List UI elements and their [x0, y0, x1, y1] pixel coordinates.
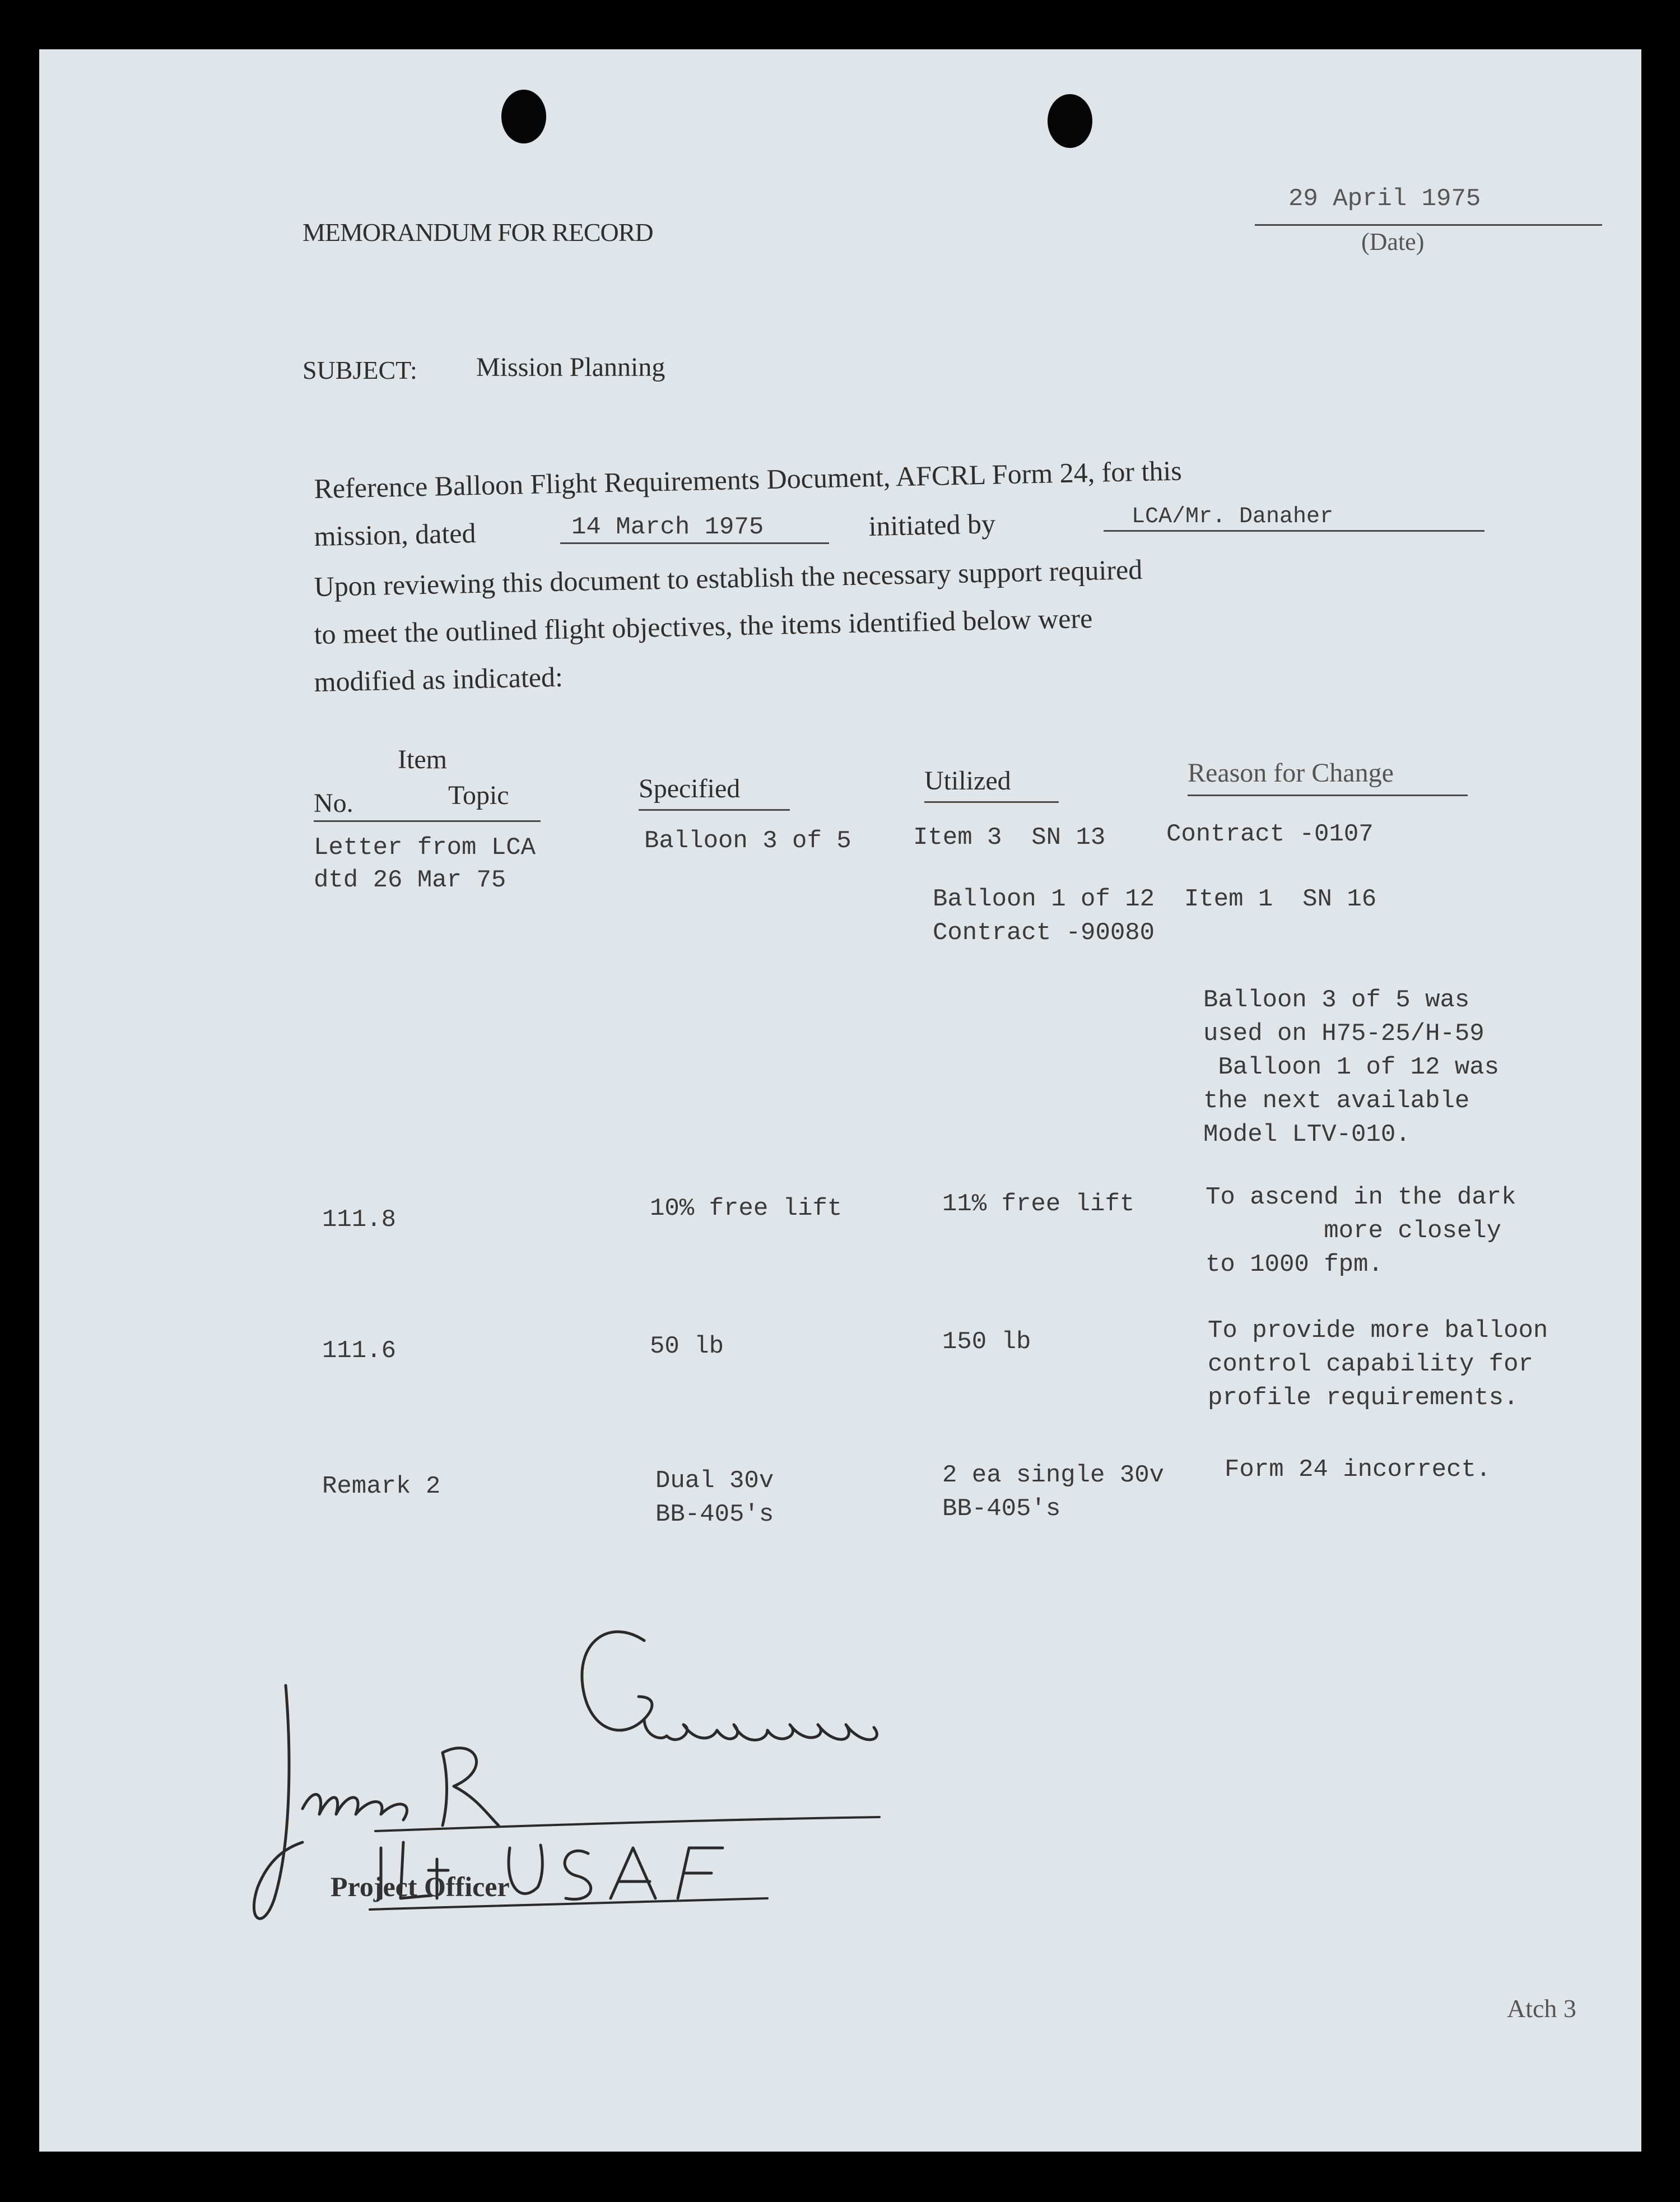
- row1-reason-e: Model LTV-010.: [1203, 1121, 1411, 1149]
- initiated-underline: [1104, 530, 1484, 532]
- initiated-by-value: LCA/Mr. Danaher: [1132, 504, 1334, 529]
- punch-hole-left: [501, 90, 546, 143]
- body-line-3: Upon reviewing this document to establish the necessary support required: [314, 554, 1143, 602]
- row1-utilized-line3: Contract -90080: [933, 919, 1155, 947]
- row4-utilized-line2: BB-405's: [942, 1495, 1061, 1523]
- row1-reason-c: Balloon 1 of 12 was: [1203, 1053, 1500, 1081]
- header-utilized-underline: [924, 801, 1059, 803]
- header-no: No.: [314, 788, 353, 818]
- row4-specified-line1: Dual 30v: [655, 1467, 774, 1495]
- row1-reason-a: Balloon 3 of 5 was: [1203, 986, 1470, 1014]
- attachment-label: Atch 3: [1507, 1994, 1576, 2023]
- memo-date: 29 April 1975: [1288, 185, 1481, 213]
- row3-reason-b: control capability for: [1208, 1350, 1533, 1378]
- row3-reason-a: To provide more balloon: [1208, 1317, 1548, 1345]
- date-underline: [1255, 224, 1602, 226]
- row2-utilized: 11% free lift: [942, 1190, 1135, 1218]
- row4-utilized-line1: 2 ea single 30v: [942, 1461, 1165, 1489]
- row1-specified: Balloon 3 of 5: [644, 827, 851, 855]
- date-label: (Date): [1361, 228, 1425, 255]
- header-topic: Topic: [448, 781, 509, 810]
- header-reason-underline: [1188, 795, 1468, 796]
- row3-item: 111.6: [322, 1337, 397, 1365]
- body-line-2-mid: initiated by: [868, 508, 996, 542]
- header-specified-underline: [639, 809, 790, 811]
- header-reason: Reason for Change: [1188, 758, 1394, 788]
- punch-hole-right: [1048, 94, 1092, 148]
- row1-reason-line1: Contract -0107: [1166, 820, 1374, 848]
- row3-specified: 50 lb: [650, 1332, 724, 1360]
- row2-reason-c: to 1000 fpm.: [1206, 1251, 1383, 1279]
- body-line-2-pre: mission, dated: [314, 517, 477, 552]
- row1-utilized-line2: Balloon 1 of 12 Item 1 SN 16: [933, 885, 1377, 913]
- handwritten-signature: [252, 1607, 913, 1966]
- document-page: [39, 49, 1641, 2152]
- memo-title: MEMORANDUM FOR RECORD: [303, 218, 653, 247]
- subject-value: Mission Planning: [476, 352, 666, 382]
- body-line-4: to meet the outlined flight objectives, the items identified below were: [314, 602, 1093, 650]
- row2-specified: 10% free lift: [650, 1195, 843, 1223]
- dated-underline: [560, 542, 829, 544]
- dated-value: 14 March 1975: [571, 513, 764, 541]
- row3-utilized: 150 lb: [942, 1328, 1031, 1356]
- signature-title: Project Officer: [331, 1871, 510, 1902]
- body-line-5: modified as indicated:: [314, 661, 564, 698]
- row4-item: Remark 2: [322, 1472, 441, 1500]
- body-line-1: Reference Balloon Flight Requirements Document, AFCRL Form 24, for this: [314, 454, 1183, 504]
- row4-reason: Form 24 incorrect.: [1225, 1456, 1491, 1484]
- row1-reason-b: used on H75-25/H-59: [1203, 1020, 1484, 1048]
- row1-utilized-line1: Item 3 SN 13: [913, 824, 1106, 852]
- row3-reason-c: profile requirements.: [1208, 1384, 1519, 1412]
- header-item: Item: [398, 745, 447, 774]
- header-specified: Specified: [639, 774, 741, 803]
- subject-label: SUBJECT:: [303, 356, 417, 384]
- row1-reason-d: the next available: [1203, 1087, 1470, 1115]
- row2-reason-a: To ascend in the dark: [1206, 1183, 1516, 1211]
- row2-item: 111.8: [322, 1206, 397, 1234]
- row1-item-line2: dtd 26 Mar 75: [314, 866, 506, 894]
- row4-specified-line2: BB-405's: [655, 1500, 774, 1529]
- row1-item-line1: Letter from LCA: [314, 834, 536, 862]
- header-item-underline: [314, 820, 541, 822]
- row2-reason-b: more closely: [1206, 1217, 1502, 1245]
- header-utilized: Utilized: [924, 766, 1011, 796]
